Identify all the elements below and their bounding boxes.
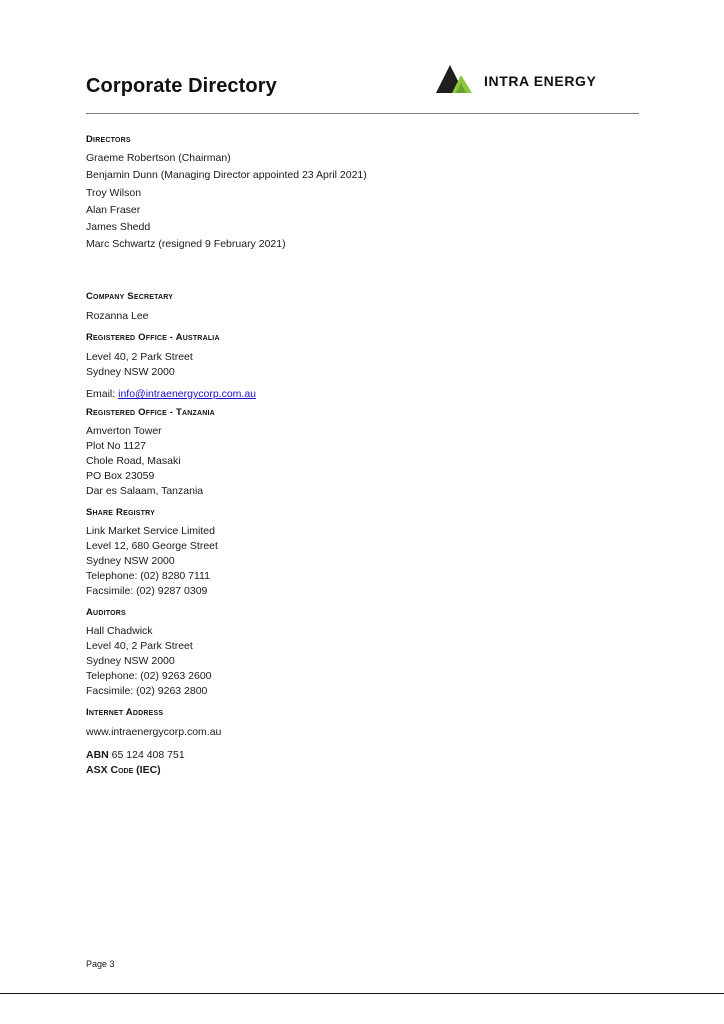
- intra-energy-mountain-logo-icon: [436, 62, 474, 94]
- abn-value: 65 124 408 751: [111, 749, 185, 762]
- address-line: Sydney NSW 2000: [86, 555, 175, 568]
- address-line: Link Market Service Limited: [86, 525, 215, 538]
- office-australia-heading: Registered Office - Australia: [86, 332, 220, 344]
- logo-wordmark: INTRA ENERGY: [484, 73, 597, 89]
- address-line: Amverton Tower: [86, 425, 162, 438]
- header-divider: [86, 113, 639, 114]
- director-name: Benjamin Dunn (Managing Director appointed 23 April 2021): [86, 169, 367, 182]
- director-name: James Shedd: [86, 221, 151, 234]
- address-line: Dar es Salaam, Tanzania: [86, 485, 204, 498]
- address-line: Sydney NSW 2000: [86, 655, 175, 668]
- abn-label: ABN: [86, 749, 109, 762]
- company-secretary-name: Rozanna Lee: [86, 309, 149, 322]
- director-name: Graeme Robertson (Chairman): [86, 152, 231, 164]
- asx-code: ASX Code (IEC): [86, 764, 161, 777]
- director-name: Marc Schwartz (resigned 9 February 2021): [86, 238, 286, 251]
- address-line: Plot No 1127: [86, 440, 146, 453]
- address-line: Chole Road, Masaki: [86, 455, 181, 468]
- email-line: [86, 387, 646, 402]
- page-number: Page 3: [86, 959, 115, 969]
- share-registry-heading: Share Registry: [86, 507, 155, 519]
- office-tanzania-heading: Registered Office - Tanzania: [86, 407, 215, 419]
- address-line: PO Box 23059: [86, 470, 155, 483]
- address-line: Level 40, 2 Park Street: [86, 351, 193, 364]
- phone-line: Telephone: (02) 9263 2600: [86, 670, 212, 683]
- page-title: Corporate Directory: [86, 75, 277, 97]
- director-name: Troy Wilson: [86, 186, 142, 199]
- website-url: www.intraenergycorp.com.au: [86, 726, 222, 739]
- company-secretary-heading: Company Secretary: [86, 290, 174, 302]
- address-line: Sydney NSW 2000: [86, 366, 175, 379]
- footer-divider: [0, 993, 724, 994]
- phone-line: Telephone: (02) 8280 7111: [86, 570, 210, 583]
- directors-heading: Directors: [86, 134, 131, 145]
- email-link[interactable]: info@intraenergycorp.com.au: [118, 388, 257, 401]
- directory-content: [86, 132, 646, 778]
- fax-line: Facsimile: (02) 9263 2800: [86, 685, 208, 698]
- auditors-heading: Auditors: [86, 607, 126, 619]
- email-label: Email:: [86, 388, 116, 401]
- company-logo: [436, 62, 596, 94]
- fax-line: Facsimile: (02) 9287 0309: [86, 585, 208, 598]
- director-name: Alan Fraser: [86, 203, 141, 216]
- abn-line: [86, 748, 646, 763]
- address-line: Hall Chadwick: [86, 625, 153, 638]
- address-line: Level 12, 680 George Street: [86, 540, 218, 553]
- address-line: Level 40, 2 Park Street: [86, 640, 193, 653]
- internet-address-heading: Internet Address: [86, 707, 164, 719]
